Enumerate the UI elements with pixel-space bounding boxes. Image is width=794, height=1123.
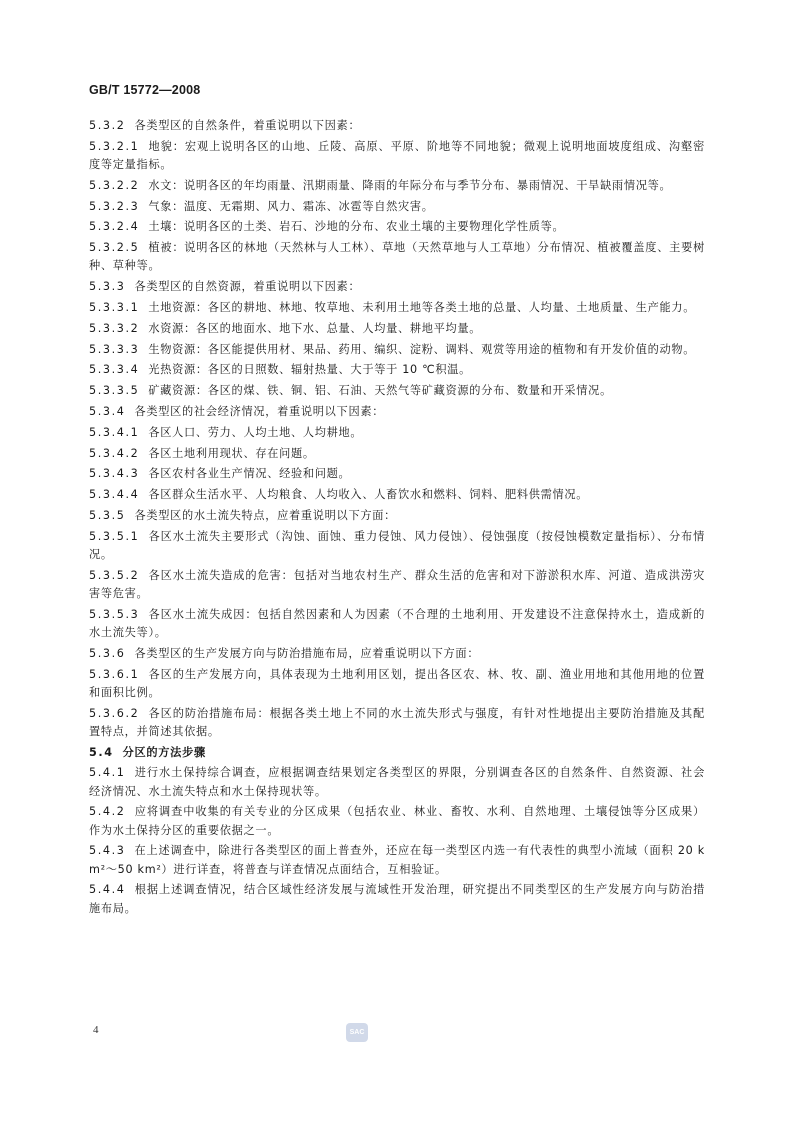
clause-text: 各区水土流失成因：包括自然因素和人为因素（不合理的土地利用、开发建设不注意保持水土，造成新的水土流失等）。 bbox=[89, 607, 705, 639]
clause-number: 5.3.2.5 bbox=[89, 241, 140, 255]
clause-number: 5.4.4 bbox=[89, 883, 126, 897]
clause-number: 5.3.3.3 bbox=[89, 342, 140, 356]
clause-number: 5.4 bbox=[89, 745, 114, 759]
clause-text: 各区土地利用现状、存在问题。 bbox=[148, 446, 315, 460]
clause-paragraph bbox=[89, 645, 705, 663]
clause-paragraph bbox=[89, 567, 705, 603]
clause-paragraph bbox=[89, 606, 705, 642]
clause-number: 5.3.4 bbox=[89, 404, 126, 418]
clause-text: 地貌：宏观上说明各区的山地、丘陵、高原、平原、阶地等不同地貌；微观上说明地面坡度组成、沟壑密度等定量指标。 bbox=[89, 139, 705, 171]
clause-text: 各区农村各业生产情况、经验和问题。 bbox=[148, 467, 351, 481]
clause-paragraph bbox=[89, 239, 705, 275]
clause-text: 各区水土流失造成的危害：包括对当地农村生产、群众生活的危害和对下游淤积水库、河道、造成洪涝灾害等危害。 bbox=[89, 568, 705, 600]
clause-number: 5.3.5.3 bbox=[89, 607, 140, 621]
clause-paragraph bbox=[89, 299, 705, 317]
clause-paragraph bbox=[89, 138, 705, 174]
clause-text: 各类型区的自然资源，着重说明以下因素： bbox=[134, 280, 361, 294]
page-number: 4 bbox=[93, 1024, 99, 1036]
clause-paragraph bbox=[89, 842, 705, 878]
clause-text: 各区水土流失主要形式（沟蚀、面蚀、重力侵蚀、风力侵蚀）、侵蚀强度（按侵蚀模数定量指标）、分布情况。 bbox=[89, 529, 705, 561]
clause-paragraph bbox=[89, 528, 705, 564]
clause-paragraph bbox=[89, 424, 705, 442]
clause-number: 5.3.6.1 bbox=[89, 667, 140, 681]
clause-text: 光热资源：各区的日照数、辐射热量、大于等于 10 ℃积温。 bbox=[148, 363, 472, 377]
clause-number: 5.3.2.2 bbox=[89, 178, 140, 192]
clause-paragraph bbox=[89, 177, 705, 195]
clause-number: 5.3.3.2 bbox=[89, 321, 140, 335]
clause-number: 5.3.6 bbox=[89, 646, 126, 660]
clause-number: 5.3.5 bbox=[89, 508, 126, 522]
clause-paragraph bbox=[89, 666, 705, 702]
clause-number: 5.3.6.2 bbox=[89, 706, 140, 720]
clause-number: 5.3.4.1 bbox=[89, 425, 140, 439]
clause-number: 5.3.5.2 bbox=[89, 568, 140, 582]
clause-text: 土地资源：各区的耕地、林地、牧草地、未利用土地等各类土地的总量、人均量、土地质量、生产能力。 bbox=[148, 300, 696, 314]
clause-number: 5.4.1 bbox=[89, 766, 126, 780]
clause-text: 分区的方法步骤 bbox=[122, 745, 206, 759]
clause-text: 水文：说明各区的年均雨量、汛期雨量、降雨的年际分布与季节分布、暴雨情况、干旱缺雨情况等。 bbox=[148, 178, 672, 192]
standard-code-header: GB/T 15772—2008 bbox=[89, 83, 201, 97]
clause-text: 各区的生产发展方向，具体表现为土地利用区划，提出各区农、林、牧、副、渔业用地和其他用地的位置和面积比例。 bbox=[89, 667, 705, 699]
clause-text: 根据上述调查情况，结合区域性经济发展与流域性开发治理，研究提出不同类型区的生产发展方向与防治措施布局。 bbox=[89, 883, 705, 915]
clause-number: 5.3.4.4 bbox=[89, 488, 140, 502]
clause-number: 5.3.2.4 bbox=[89, 220, 140, 234]
clause-paragraph bbox=[89, 403, 705, 421]
clause-text: 矿藏资源：各区的煤、铁、铜、铝、石油、天然气等矿藏资源的分布、数量和开采情况。 bbox=[148, 384, 612, 398]
clause-paragraph bbox=[89, 117, 705, 135]
clause-number: 5.3.2 bbox=[89, 119, 126, 132]
clause-text: 各类型区的自然条件，着重说明以下因素： bbox=[134, 119, 361, 132]
sac-logo-watermark bbox=[346, 1023, 368, 1042]
clause-number: 5.3.3 bbox=[89, 280, 126, 294]
clause-text: 各类型区的水土流失特点，应着重说明以下方面： bbox=[134, 508, 396, 522]
clause-text: 各类型区的社会经济情况，着重说明以下因素： bbox=[134, 404, 385, 418]
clause-number: 5.3.4.3 bbox=[89, 467, 140, 481]
clause-paragraph bbox=[89, 341, 705, 359]
clause-paragraph bbox=[89, 445, 705, 463]
clause-text: 植被：说明各区的林地（天然林与人工林）、草地（天然草地与人工草地）分布情况、植被覆盖度、主要树种、草种等。 bbox=[89, 241, 705, 273]
clause-paragraph bbox=[89, 278, 705, 296]
clause-number: 5.3.3.5 bbox=[89, 384, 140, 398]
clause-paragraph bbox=[89, 382, 705, 400]
clause-paragraph bbox=[89, 803, 705, 839]
clause-text: 土壤：说明各区的土类、岩石、沙地的分布、农业土壤的主要物理化学性质等。 bbox=[148, 220, 565, 234]
clause-number: 5.3.4.2 bbox=[89, 446, 140, 460]
clause-paragraph bbox=[89, 486, 705, 504]
clause-paragraph bbox=[89, 465, 705, 483]
clause-number: 5.3.3.4 bbox=[89, 363, 140, 377]
clause-number: 5.3.5.1 bbox=[89, 529, 140, 543]
clause-text: 在上述调查中，除进行各类型区的面上普查外，还应在每一类型区内选一有代表性的典型小流域（面积 20 km²～50 km²）进行详查，将普查与详查情况点面结合，互相验证。 bbox=[89, 844, 705, 876]
document-body bbox=[89, 117, 705, 920]
clause-paragraph bbox=[89, 361, 705, 379]
clause-text: 气象：温度、无霜期、风力、霜冻、冰雹等自然灾害。 bbox=[148, 199, 434, 213]
clause-text: 各区群众生活水平、人均粮食、人均收入、人畜饮水和燃料、饲料、肥料供需情况。 bbox=[148, 488, 589, 502]
clause-text: 各区的防治措施布局：根据各类土地上不同的水土流失形式与强度，有针对性地提出主要防治措施及其配置特点，并简述其依据。 bbox=[89, 706, 705, 738]
clause-text: 各区人口、劳力、人均土地、人均耕地。 bbox=[148, 425, 363, 439]
clause-text: 生物资源：各区能提供用材、果品、药用、编织、淀粉、调料、观赏等用途的植物和有开发价值的动物。 bbox=[148, 342, 696, 356]
clause-text: 水资源：各区的地面水、地下水、总量、人均量、耕地平均量。 bbox=[148, 321, 482, 335]
clause-paragraph bbox=[89, 218, 705, 236]
clause-number: 5.3.3.1 bbox=[89, 300, 140, 314]
clause-text: 各类型区的生产发展方向与防治措施布局，应着重说明以下方面： bbox=[134, 646, 480, 660]
clause-text: 应将调查中收集的有关专业的分区成果（包括农业、林业、畜牧、水利、自然地理、土壤侵蚀等分区成果）作为水土保持分区的重要依据之一。 bbox=[89, 805, 705, 837]
clause-number: 5.3.2.1 bbox=[89, 139, 140, 153]
clause-paragraph bbox=[89, 705, 705, 741]
clause-number: 5.4.3 bbox=[89, 844, 126, 858]
watermark-text: SAC bbox=[349, 1029, 365, 1036]
clause-paragraph bbox=[89, 764, 705, 800]
clause-paragraph bbox=[89, 198, 705, 216]
clause-number: 5.4.2 bbox=[89, 805, 126, 819]
clause-paragraph bbox=[89, 881, 705, 917]
clause-number: 5.3.2.3 bbox=[89, 199, 140, 213]
clause-text: 进行水土保持综合调查，应根据调查结果划定各类型区的界限，分别调查各区的自然条件、自然资源、社会经济情况、水土流失特点和水土保持现状等。 bbox=[89, 766, 705, 798]
clause-paragraph bbox=[89, 320, 705, 338]
clause-paragraph bbox=[89, 507, 705, 525]
section-heading bbox=[89, 744, 705, 762]
